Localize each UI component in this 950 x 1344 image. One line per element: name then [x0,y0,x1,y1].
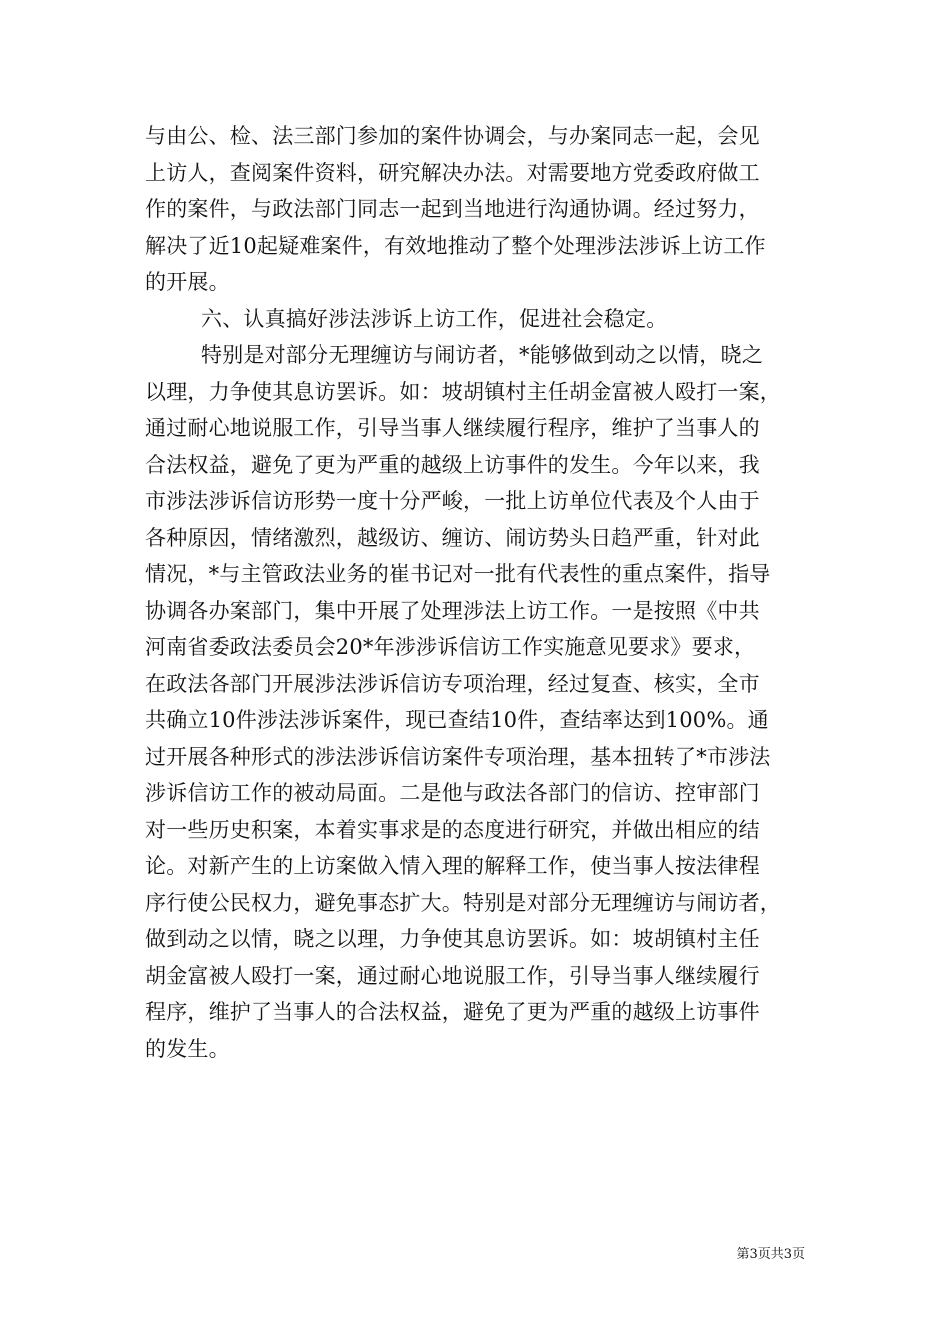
section-heading: 六、认真搞好涉法涉诉上访工作，促进社会稳定。 [201,306,668,331]
text-line: 上访人，查阅案件资料，研究解决办法。对需要地方党委政府做工 [145,160,760,185]
text-line: 在政法各部门开展涉法涉诉信访专项治理，经过复查、核实，全市 [145,671,760,696]
text-line: 河南省委政法委员会20*年涉涉诉信访工作实施意见要求》要求， [145,635,756,659]
text-line: 对一些历史积案，本着实事求是的态度进行研究，并做出相应的结 [145,817,760,842]
text-line: 作的案件，与政法部门同志一起到当地进行沟通协调。经过努力， [145,197,760,221]
text-line: 过开展各种形式的涉法涉诉信访案件专项治理，基本扭转了*市涉法 [145,744,771,769]
text-line: 合法权益，避免了更为严重的越级上访事件的发生。今年以来，我 [145,452,760,477]
text-line: 解决了近10起疑难案件，有效地推动了整个处理涉法涉诉上访工作 [145,233,766,258]
text-line: 与由公、检、法三部门参加的案件协调会，与办案同志一起，会见 [145,124,760,148]
text-line: 胡金富被人殴打一案，通过耐心地说服工作，引导当事人继续履行 [145,963,760,988]
text-line: 程序，维护了当事人的合法权益，避免了更为严重的越级上访事件 [145,1000,760,1024]
page-number-footer: 第3页共3页 [736,1247,805,1262]
text-line: 以理，力争使其息访罢诉。如：坡胡镇村主任胡金富被人殴打一案， [145,379,781,404]
text-line: 协调各办案部门，集中开展了处理涉法上访工作。一是按照《中共 [145,598,760,623]
text-line: 各种原因，情绪激烈，越级访、缠访、闹访势头日趋严重，针对此 [145,525,760,550]
text-line: 通过耐心地说服工作，引导当事人继续履行程序，维护了当事人的 [145,416,760,440]
text-line: 做到动之以情，晓之以理，力争使其息访罢诉。如：坡胡镇村主任 [145,927,760,951]
text-line: 涉诉信访工作的被动局面。二是他与政法各部门的信访、控审部门 [145,781,760,805]
text-line: 特别是对部分无理缠访与闹访者，*能够做到动之以情，晓之 [201,343,763,367]
text-line: 情况，*与主管政法业务的崔书记对一批有代表性的重点案件，指导 [145,562,771,586]
text-line: 市涉法涉诉信访形势一度十分严峻，一批上访单位代表及个人由于 [145,489,760,513]
text-line: 共确立10件涉法涉诉案件，现已查结10件，查结率达到100%。通 [145,708,769,732]
text-line: 的发生。 [145,1036,230,1061]
text-line: 序行使公民权力，避免事态扩大。特别是对部分无理缠访与闹访者， [145,890,781,915]
text-line: 论。对新产生的上访案做入情入理的解释工作，使当事人按法律程 [145,854,760,878]
text-line: 的开展。 [145,270,230,294]
body-text [145,118,810,1067]
